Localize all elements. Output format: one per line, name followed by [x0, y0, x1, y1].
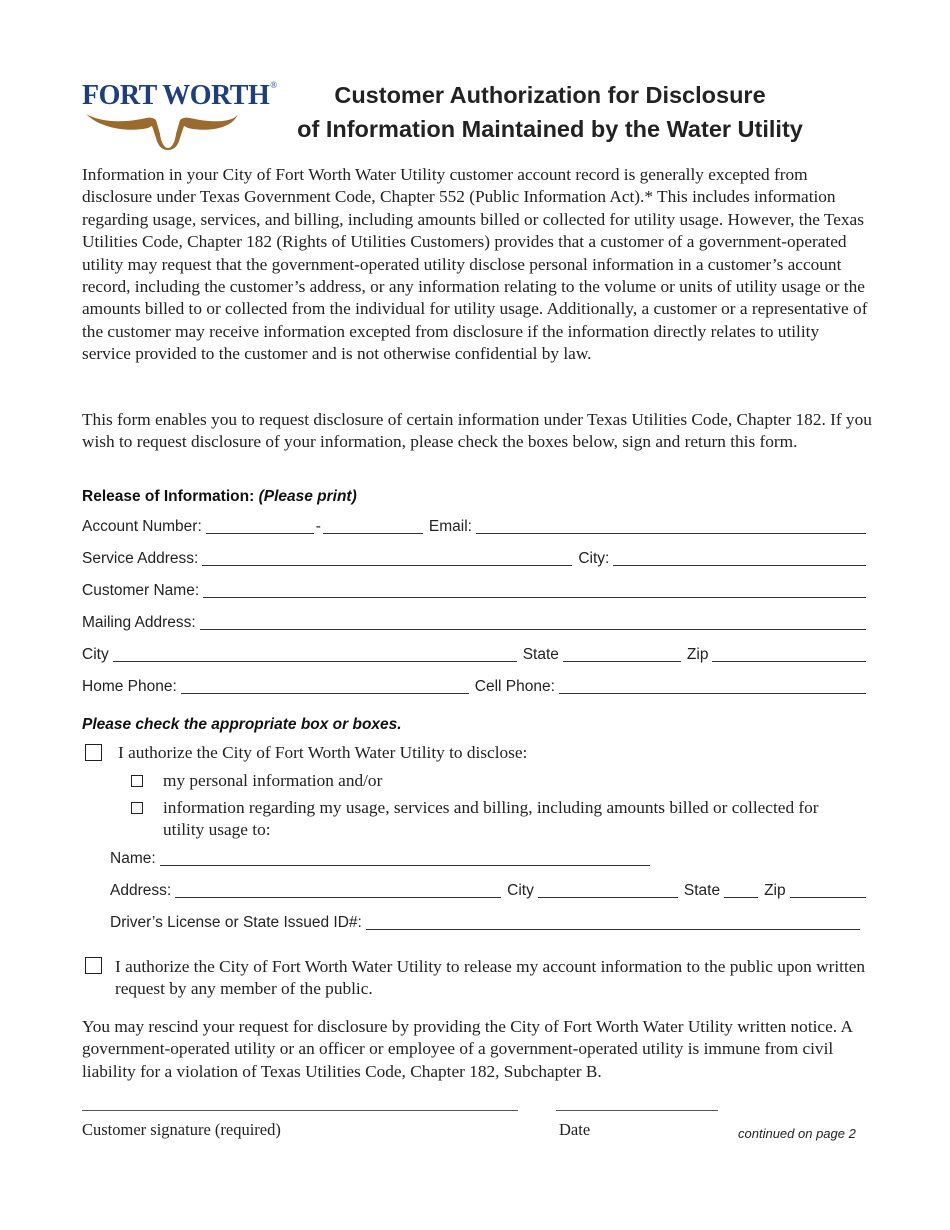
signature-line[interactable] — [82, 1110, 518, 1111]
cell-phone-label: Cell Phone: — [474, 678, 555, 695]
recipient-city-field[interactable] — [538, 881, 678, 898]
mailing-city-field[interactable] — [113, 645, 517, 662]
account-number-label: Account Number: — [82, 518, 202, 535]
service-city-label: City: — [578, 550, 610, 567]
account-email-row — [82, 514, 866, 536]
signature-label: Customer signature (required) — [82, 1120, 281, 1139]
phone-row — [82, 674, 866, 696]
logo-wordmark: FORT WORTH® — [82, 80, 277, 111]
personal-info-checkbox[interactable] — [131, 775, 143, 787]
recipient-address-label: Address: — [110, 882, 172, 899]
license-label: Driver’s License or State Issued ID#: — [110, 914, 362, 931]
recipient-name-row — [110, 846, 866, 868]
service-address-row — [82, 546, 866, 568]
account-dash: - — [315, 518, 321, 535]
form-paragraph: This form enables you to request disclosure of certain information under Texas Utilities Code, Chapter 182. If you wish to request disclosure of your information, please check the boxes below, sign and return this form. — [82, 410, 872, 452]
public-release-checkbox[interactable] — [85, 957, 102, 974]
mailing-zip-label: Zip — [686, 646, 709, 663]
disclose-checkbox[interactable] — [85, 744, 102, 761]
recipient-zip-label: Zip — [764, 882, 786, 899]
license-row — [110, 910, 860, 932]
customer-name-row — [82, 578, 866, 600]
cell-phone-field[interactable] — [559, 677, 866, 694]
check-heading: Please check the appropriate box or boxes. — [82, 716, 402, 733]
customer-name-field[interactable] — [203, 581, 866, 598]
longhorn-icon — [84, 110, 240, 150]
mailing-state-field[interactable] — [563, 645, 681, 662]
recipient-name-field[interactable] — [160, 849, 650, 866]
mailing-city-label: City — [82, 646, 109, 663]
title-line-2: of Information Maintained by the Water Utility — [297, 116, 803, 142]
home-phone-label: Home Phone: — [82, 678, 177, 695]
service-city-field[interactable] — [613, 549, 866, 566]
disclose-option-text: I authorize the City of Fort Worth Water Utility to disclose: — [118, 743, 528, 762]
recipient-address-row — [110, 878, 866, 900]
home-phone-field[interactable] — [181, 677, 469, 694]
account-number-field-a[interactable] — [206, 517, 314, 534]
date-line[interactable] — [556, 1110, 718, 1111]
recipient-city-label: City — [507, 882, 534, 899]
mailing-address-label: Mailing Address: — [82, 614, 196, 631]
personal-info-text: my personal information and/or — [163, 771, 383, 790]
continued-note: continued on page 2 — [738, 1126, 856, 1141]
email-label: Email: — [428, 518, 472, 535]
mailing-address-row — [82, 610, 866, 632]
recipient-address-field[interactable] — [175, 881, 501, 898]
license-field[interactable] — [366, 913, 860, 930]
account-number-field-b[interactable] — [323, 517, 423, 534]
rescind-paragraph: You may rescind your request for disclosure by providing the City of Fort Worth Water Utility written notice. A government-operated utility or an officer or employee of a government-operated utility is immune from civil liability for a violation of Texas Utilities Code, Chapter 182, Subchapter B. — [82, 1017, 852, 1081]
mailing-state-label: State — [522, 646, 559, 663]
release-heading: Release of Information: (Please print) — [82, 488, 357, 505]
recipient-zip-field[interactable] — [790, 881, 866, 898]
customer-name-label: Customer Name: — [82, 582, 200, 599]
date-label: Date — [559, 1120, 591, 1139]
mailing-address-field[interactable] — [200, 613, 866, 630]
public-release-text: I authorize the City of Fort Worth Water Utility to release my account information to the public upon written request by any member of the public. — [115, 957, 866, 999]
service-address-field[interactable] — [202, 549, 572, 566]
fort-worth-logo — [82, 80, 277, 152]
intro-paragraph: Information in your City of Fort Worth Water Utility customer account record is generally excepted from disclosure under Texas Government Code, Chapter 552 (Public Information Act).* This includes information regarding usage, services, and billing, including amounts billed or collected for utility usage. However, the Texas Utilities Code, Chapter 182 (Rights of Utilities Customers) provides that a customer of a government-operated utility may request that the government-operated utility disclose personal information in a customer’s account record, including the customer’s address, or any information relating to the volume or units of utility usage or the amounts billed to or collected from the individual for utility usage. Additionally, a customer or a representative of the customer may receive information excepted from disclosure if the information directly relates to utility service provided to the customer and is not otherwise confidential by law. — [82, 165, 868, 364]
page-title — [260, 78, 840, 146]
city-state-zip-row — [82, 642, 866, 664]
recipient-state-field[interactable] — [724, 881, 758, 898]
usage-info-checkbox[interactable] — [131, 802, 143, 814]
recipient-name-label: Name: — [110, 850, 156, 867]
email-field[interactable] — [476, 517, 866, 534]
title-line-1: Customer Authorization for Disclosure — [334, 82, 766, 108]
recipient-state-label: State — [683, 882, 721, 899]
mailing-zip-field[interactable] — [712, 645, 866, 662]
usage-info-text: information regarding my usage, services and billing, including amounts billed or collected for utility usage to: — [163, 798, 819, 840]
service-address-label: Service Address: — [82, 550, 199, 567]
